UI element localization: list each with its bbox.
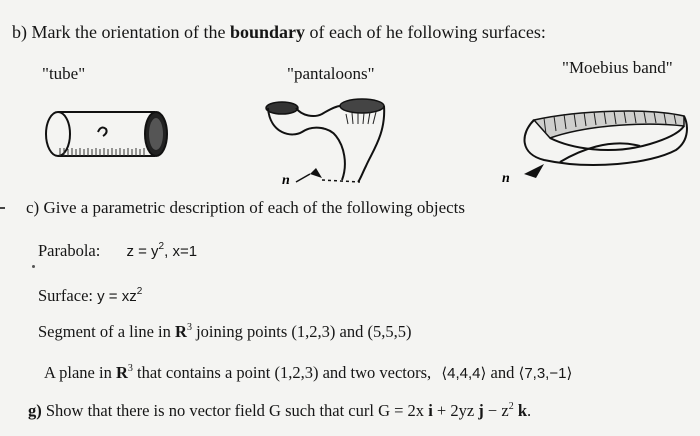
- segment-line: Segment of a line in $R^3$ joining points (1,2,3) and (5,5,5): [38, 322, 412, 341]
- moebius-label: "Moebius band": [562, 58, 673, 77]
- plane-line: A plane in $R^3$ that contains a point (1,2,3) and two vectors, ⟨4,4,4⟩ and ⟨7,3,−1⟩: [44, 363, 573, 382]
- vector-2: ⟨7,3,−1⟩: [518, 365, 573, 382]
- part-g-question: g) Show that there is no vector field G such that curl G = 2x i + 2yz $j - z^2$ k.: [28, 401, 532, 420]
- part-b-suffix: of each of he following surfaces:: [304, 22, 546, 42]
- margin-mark: [0, 207, 5, 209]
- part-b-bold-word: boundary: [229, 22, 305, 42]
- moebius-figure: [500, 104, 690, 194]
- pantaloons-n-label: n: [282, 173, 290, 188]
- tube-label: "tube": [42, 64, 86, 83]
- moebius-n-label: n: [502, 171, 510, 186]
- surface-equation: $y = xz^2$: [97, 286, 143, 305]
- parabola-line: [38, 241, 197, 261]
- parabola-equation: $z = y^2$, x=1: [126, 241, 198, 260]
- surface-line: [38, 286, 142, 306]
- margin-dot: [32, 265, 35, 268]
- surface-label: Surface:: [38, 286, 93, 305]
- pantaloons-label: "pantaloons": [287, 64, 375, 83]
- part-b-question: [12, 22, 546, 43]
- part-b-prefix: b) Mark the orientation of the: [12, 22, 230, 42]
- parabola-label: Parabola:: [38, 241, 101, 260]
- tube-figure: [40, 104, 180, 168]
- part-g-label: g): [28, 401, 42, 420]
- part-c-question: c) Give a parametric description of each of the following objects: [26, 198, 465, 217]
- vector-1: ⟨4,4,4⟩: [441, 365, 487, 382]
- pantaloons-figure: [262, 94, 392, 190]
